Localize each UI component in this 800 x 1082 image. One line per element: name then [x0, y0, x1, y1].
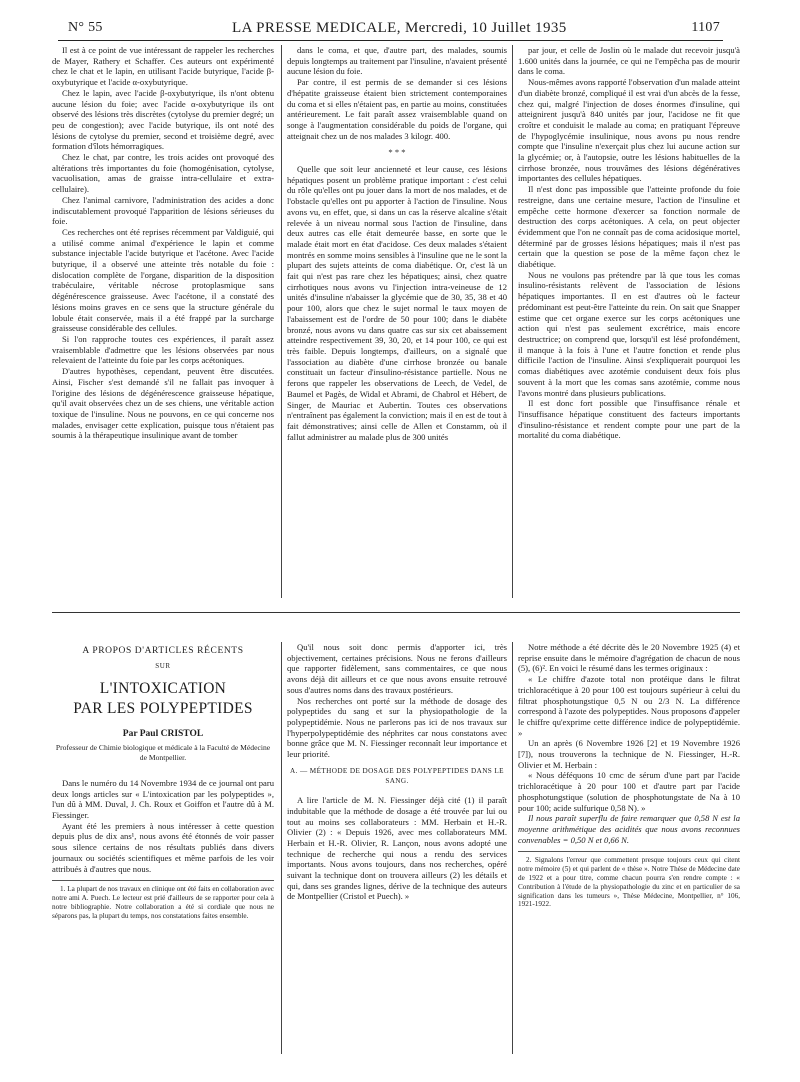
running-header: [68, 14, 720, 38]
section-heading-a: A. — MÉTHODE DE DOSAGE DES POLYPEPTIDES DANS LE SANG.: [290, 766, 504, 786]
lower-column-2: [287, 642, 507, 1054]
article-divider: [52, 612, 740, 613]
upper-column-1: [52, 45, 274, 598]
italic-remark: Il nous paraît superflu de faire remarquer que 0,58 N est la moyenne arithmétique des acidités que nous avons reconnues convenables = 0,50 N et 0,66 N.: [518, 813, 740, 845]
paragraph: Quelle que soit leur ancienneté et leur cause, ces lésions hépatiques posent un problème pratique important : c'est celui du rôle qu'elles ont pu jouer dans la mort de nos malades, et de l'obstacle qu'elles ont pu apporter à l'action de l'insuline. Nous avons vu, en effet, que, si dans un cas la réserve alcaline s'était relevée à un niveau normal sous l'action de l'insuline, dans deux autres cas elle était demeurée basse, en sorte que le malade était mort en état d'acidose. Ces deux malades s'étaient montrés en somme moins sensibles à l'insuline que ne le sont la plupart des sujets atteints de coma diabétique. Or, c'est là un fait qui n'est pas rare chez les hépatiques; ainsi, chez quatre cirrhotiques nous avons vu l'injection intra-veineuse de 12 unités d'insuline n'abaisser la glycémie que de 30, 35, 38 et 40 pour 100, alors que chez le sujet normal le taux moyen de l'abaissement est de l'ordre de 50 pour 100; dans le diabète bronzé, nous avons vu dans quatre cas sur six cet abaissement atteindre respectivement 39, 30, 20, et 14 pour 100, ce qui est très faible. Depuis longtemps, d'ailleurs, on a signalé que l'association au diabète d'une cirrhose bronzée ou banale constituait un facteur d'insulino-résistance partielle. Nous ne ferons que rappeler les observations de Leech, de Vedel, de Baumel et Pagès, de Widal et Abrami, de Chabrol et Hébert, de Singer, de Mauriac et Aubertin. Toutes ces observations n'entraînent pas également la conviction; mais il en est de tout à fait démonstratives; ainsi celle de Allen et Constamm, où il fallut administrer au malade plus de 300 unités: [287, 164, 507, 442]
author-affiliation: Professeur de Chimie biologique et médicale à la Faculté de Médecine de Montpellier.: [55, 743, 271, 762]
article-kicker-sur: SUR: [155, 661, 171, 670]
column-divider: [281, 642, 282, 1054]
paragraph: Ayant été les premiers à nous intéresser à cette question depuis plus de dix ans¹, nous avons été étonnés de voir passer sous silence certains de nos résultats publiés dans divers journaux ou sociétés scientifiques et même parfois de les voir attribués à d'autres que nous.: [52, 820, 274, 874]
paragraph: A lire l'article de M. N. Fiessinger déjà cité (1) il paraît indubitable que la méthode de dosage a été trouvée par lui ou tout au moins ses collaborateurs : MM. Herbain et H.-R. Olivier (2) : « Depuis 1926, avec mes collaborateurs MM. Herbain et H.-R. Olivier, R. Lançon, nous avons adopté une technique de recherche qui nous a rendu des services importants. Nous avons toujours, dans nos recherches, opéré suivant la technique dont on trouvera ailleurs (2) les détails et qui, dans ses grandes lignes, dérive de la technique des auteurs de Montpellier (Cristol et Puech). »: [287, 795, 507, 902]
lower-column-1: [52, 642, 274, 1054]
footnote-2: [518, 851, 740, 909]
upper-column-2: [287, 45, 507, 598]
paragraph: Il est à ce point de vue intéressant de rappeler les recherches de Mayer, Rathery et Schaffer. Ces auteurs ont expérimenté chez le chat et le lapin, en utilisant l'acide butyrique, l'acide β-oxybutyrique et l'acide α-oxybutyrique.: [52, 45, 274, 88]
journal-title: LA PRESSE MEDICALE, Mercredi, 10 Juillet 1935: [232, 20, 567, 36]
paragraph: Chez le chat, par contre, les trois acides ont provoqué des altérations très importantes du foie (homogénisation, cytolyse, vacuolisation, amas de graisse intra-cellulaire et extra-cellulaire).: [52, 152, 274, 195]
footnote-text: 2. Signalons l'erreur que commettent presque toujours ceux qui citent notre mémoire (5) et qui parlent de « thèse ». Notre Thèse de Médecine date de 1922 et a pour titre, comme chacun pourra s'en rendre compte : « Contribution à l'étude de la physiopathologie du zinc et en particulier de sa signification dans les tumeurs », Thèse Médecine, Montpellier, n° 106, 1921-1922.: [518, 856, 740, 909]
column-divider: [281, 45, 282, 598]
column-divider: [512, 642, 513, 1054]
upper-column-3: [518, 45, 740, 598]
article-title-line-2: PAR LES POLYPEPTIDES: [73, 700, 253, 718]
footnote-text: 1. La plupart de nos travaux en clinique ont été faits en collaboration avec notre ami A. Puech. Le lecteur est prié d'ailleurs de se rapporter pour cela à notre bibliographie. Notre collaboration a été si cordiale que nous ne séparons pas, la plupart du temps, nos constatations faites ensemble.: [52, 885, 274, 920]
paragraph: Il est donc fort possible que l'insuffisance rénale et l'insuffisance hépatique constituent des facteurs importants d'insulino-résistance et rendent compte pour une part de la mortalité du coma diabétique.: [518, 398, 740, 441]
page-number: 1107: [691, 20, 720, 35]
issue-number: N° 55: [68, 20, 103, 35]
paragraph: Chez l'animal carnivore, l'administration des acides a donc indiscutablement provoqué l'apparition de lésions sérieuses du foie.: [52, 194, 274, 227]
article-author: Par Paul CRISTOL: [122, 729, 204, 740]
paragraph: Nous ne voulons pas prétendre par là que tous les comas insulino-résistants relèvent de l'association de lésions hépatiques importantes. Il en est d'autres où le facteur prédominant est peut-être l'atteinte du rein. On sait que Snapper estime que cet organe exerce sur les corps acétoniques une action qui n'est pas seulement excrétrice, mais encore destructrice; on comprend que, lorsqu'il est lésé profondément, il manque à la fois à l'une et l'autre fonction et rende plus difficile l'action de l'insuline. Ainsi s'expliquerait pourquoi les comas diabétiques avec azotémie conduisent deux fois plus souvent à la mort que les comas sans azotémie, comme nous l'avons montré dans plusieurs publications.: [518, 269, 740, 398]
lower-column-3: [518, 642, 740, 1054]
header-rule: [58, 40, 723, 41]
paragraph: Nos recherches ont porté sur la méthode de dosage des polypeptides du sang et sur la physiopathologie de la polypeptidémie. Nous ne parlerons pas ici de nos travaux sur l'hyperpolypeptidémie des néphrites car nous constatons avec bonne grâce que M. N. Fiessinger reconnaît leur importance et leur priorité.: [287, 695, 507, 760]
article-kicker: A PROPOS D'ARTICLES RÉCENTS: [82, 646, 244, 656]
paragraph: Dans le numéro du 14 Novembre 1934 de ce journal ont paru deux longs articles sur « L'intoxication par les polypeptides », l'un dû à MM. Duval, J. Ch. Roux et Goiffon et l'autre dû à M. Fiessinger.: [52, 777, 274, 821]
paragraph: Il n'est donc pas impossible que l'atteinte profonde du foie restreigne, dans une certaine mesure, l'action de l'insuline et empêche cette hormone d'exercer sa fonction normale de destruction des corps acétoniques. A cela, on peut objecter évidemment que l'on ne connaît pas de coma acidosique mortel, déterminé par de grosses lésions hépatiques; mais il n'est pas certain que la question se pose de la même façon chez le diabétique.: [518, 184, 740, 270]
paragraph: Notre méthode a été décrite dès le 20 Novembre 1925 (4) et reprise ensuite dans le mémoire d'agrégation de chacun de nous (5), (6)². En voici le résumé dans les termes originaux :: [518, 642, 740, 674]
paragraph: Nous-mêmes avons rapporté l'observation d'un malade atteint d'un diabète bronzé, compliqué il est vrai d'un abcès de la fesse, chez qui, malgré l'injection de doses énormes d'insuline, qui atteignirent jusqu'à 840 unités par jour, l'acidose ne fit que croître et conduisit le malade au coma; en pratiquant l'épreuve de l'hypoglycémie insulinique, nous avons pu nous rendre compte que l'insuline n'exerçait plus chez lui aucune action sur la glycémie; or, à l'autopsie, outre les lésions habituelles de la cirrhose bronzée, nous trouvâmes des lésions dégénératives importantes des cellules hépatiques.: [518, 77, 740, 184]
article-title-line-1: L'INTOXICATION: [99, 680, 227, 698]
paragraph: « Le chiffre d'azote total non protéique dans le filtrat trichloracétique à 20 pour 100 est toujours supérieur à celui du filtrat phosphotungstique 0,5 N ou 2/3 N. La différence correspond à l'azote des polypeptides. Nous proposons d'appeler le chiffre qu'exprime cette différence indice de polypeptidémie. »: [518, 674, 740, 738]
paragraph: par jour, et celle de Joslin où le malade dut recevoir jusqu'à 1.600 unités dans la journée, ce qui ne l'empêcha pas de mourir dans le coma.: [518, 45, 740, 77]
column-divider: [512, 45, 513, 598]
section-separator: * * *: [388, 147, 406, 158]
paragraph: « Nous déféquons 10 cmc de sérum d'une part par l'acide trichloracétique à 20 pour 100 et d'autre part par l'acide phosphotungstique (solution de phosphotungstate de Na à 10 pour 100; acide sulfurique 0,58 N). »: [518, 770, 740, 813]
footnote-1: [52, 880, 274, 920]
paragraph: Chez le lapin, avec l'acide β-oxybutyrique, ils n'ont obtenu aucune lésion du foie; avec l'acide α-oxybutyrique ils ont observé des lésions très discrètes (cytolyse du premier degré; un peu de congestion); avec l'acide butyrique, ils ont noté des lésions de cytolyse du premier, second et troisième degré, avec formation d'îlots hémorragiques.: [52, 87, 274, 152]
paragraph: Un an après (6 Novembre 1926 [2] et 19 Novembre 1926 [7]), nous trouverons la technique de N. Fiessinger, H.-R. Olivier et M. Herbain :: [518, 738, 740, 770]
paragraph: Si l'on rapproche toutes ces expériences, il paraît assez vraisemblable d'admettre que les lésions observées par nous relevaient de l'atteinte du foie par les corps acétoniques.: [52, 333, 274, 366]
paragraph: dans le coma, et que, d'autre part, des malades, soumis depuis longtemps au traitement par l'insuline, n'avaient présenté aucune lésion du foie.: [287, 45, 507, 77]
paragraph: Par contre, il est permis de se demander si ces lésions d'hépatite graisseuse étaient bien strictement contemporaines du coma et si elles n'étaient pas, en partie au moins, constituées antérieurement. Le fait paraît assez vraisemblable quand on songe à l'augmentation considérable du poids de l'organe, qui atteignait chez un de nos malades 3 kilogr. 400.: [287, 77, 507, 141]
paragraph: Qu'il nous soit donc permis d'apporter ici, très objectivement, certaines précisions. Nous ne ferons d'ailleurs que rapporter fidèlement, sans commentaires, ce que nous avons déjà dit ailleurs et ce que nous avons ensuite retrouvé sous d'autres noms dans des travaux postérieurs.: [287, 642, 507, 695]
paragraph: D'autres hypothèses, cependant, peuvent être discutées. Ainsi, Fischer s'est demandé s'il ne fallait pas invoquer à l'origine des lésions de dégénérescence graisseuse hépatique, qu'il avait observées chez un de ses chiens, une véritable action toxique de l'insuline. Nous ne pouvons, en ce qui concerne nos malades, envisager cette explication, puisque tous n'étaient pas soumis à la thérapeutique insulinique avant de tomber: [52, 366, 274, 441]
paragraph: Ces recherches ont été reprises récemment par Valdiguié, qui a utilisé comme animal d'expérience le lapin et comme substance injectable l'acide butyrique et l'acétone. Avec l'acide butyrique, il a observé une atteinte très notable du foie : dislocation complète de l'organe, disparition de la disposition trabéculaire, véritable nécrose protoplasmique sans dégénérescence graisseuse. Avec l'acétone, il a constaté des lésions moins graves en ce sens que la structure générale du lobule était conservée, mais il a été frappé par la surcharge graisseuse considérable des cellules.: [52, 226, 274, 334]
